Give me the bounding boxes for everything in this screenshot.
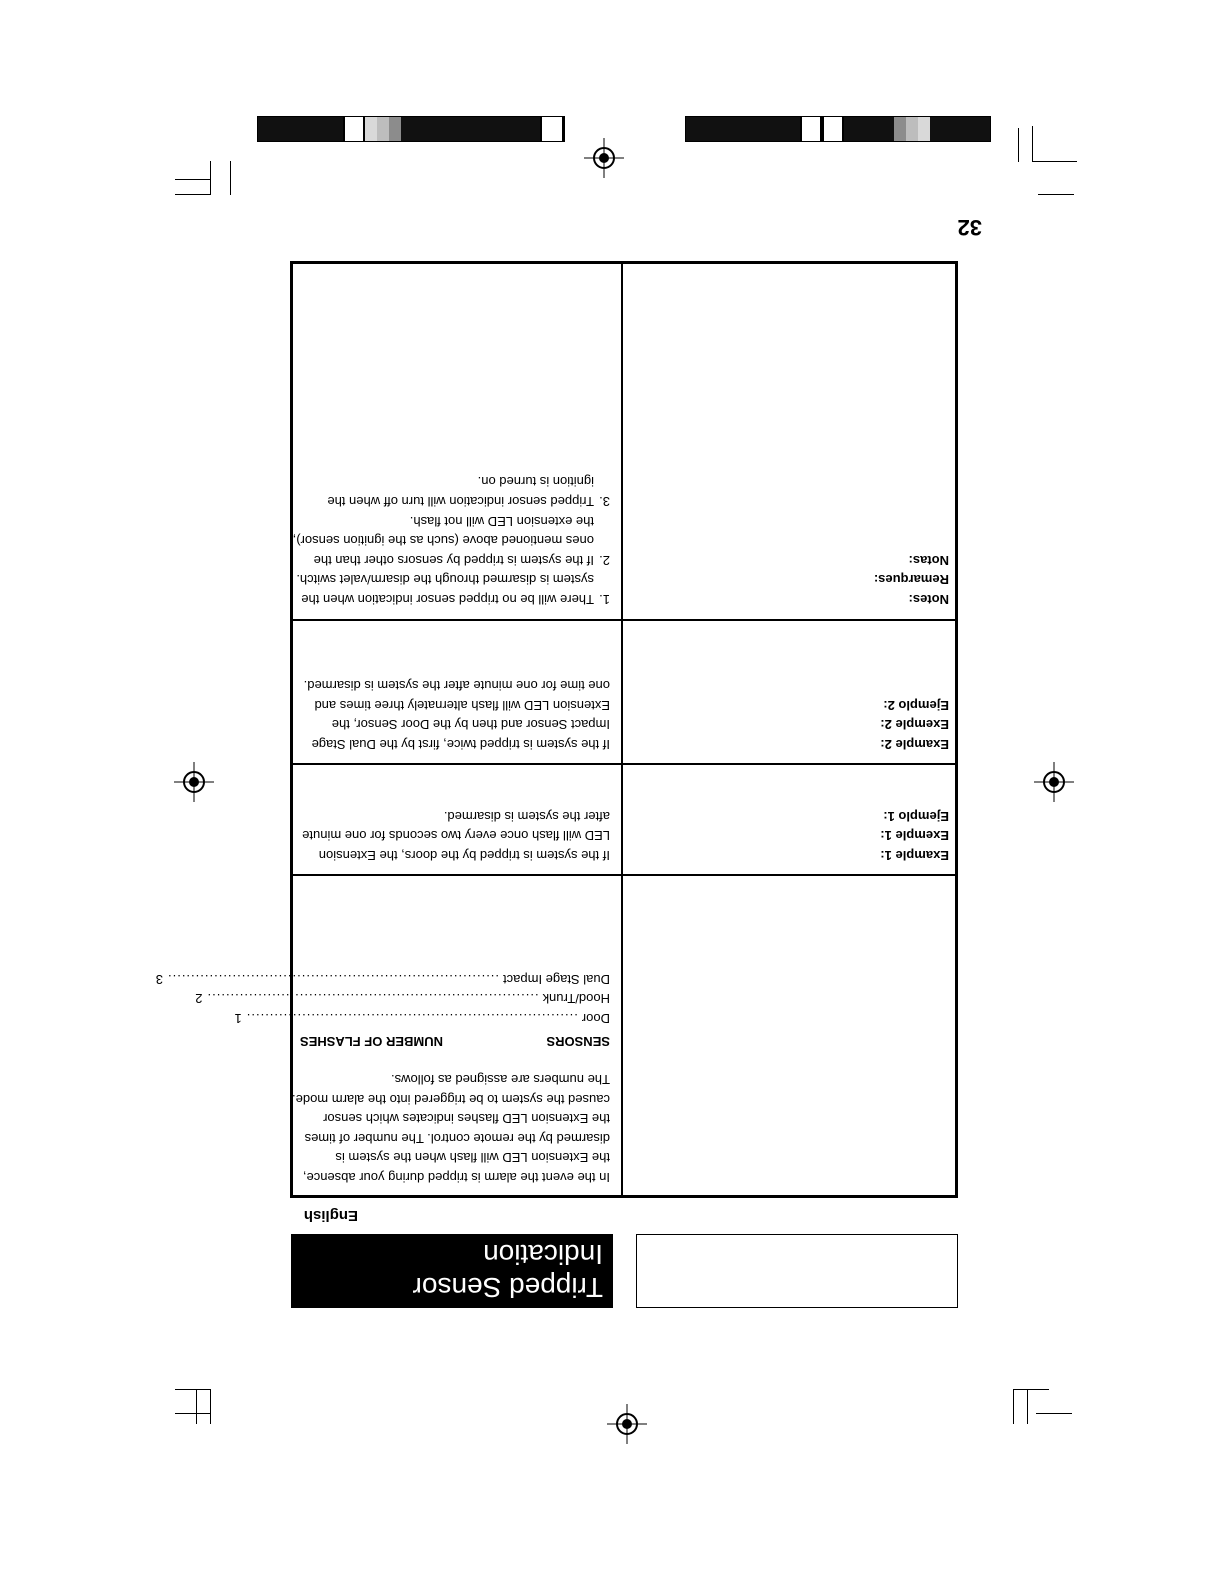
note-item <box>292 570 610 609</box>
crop-mark <box>1038 194 1074 195</box>
crop-mark <box>1027 1390 1028 1424</box>
section-title-line2: Indication <box>483 1239 603 1270</box>
notes-label-en: Notes: <box>908 592 949 607</box>
crop-mark <box>1013 1389 1049 1390</box>
row-divider <box>293 619 955 621</box>
note-number: 1. <box>599 592 610 607</box>
sensor-name: Door <box>581 1010 610 1026</box>
sensor-name: Hood/Trunk <box>542 991 610 1007</box>
sensor-flashes: 3 <box>155 971 163 987</box>
example1-text: If the system is tripped by the doors, the Extension LED will flash once every two seconds for one minute after the system is disarmed. <box>302 808 610 863</box>
registration-mark-icon <box>584 138 624 178</box>
sensor-name: Dual Stage Impact <box>503 971 610 987</box>
example1-label-es: Ejemplo 1: <box>883 808 949 824</box>
registration-mark-icon <box>607 1404 647 1444</box>
crop-mark <box>210 161 211 195</box>
color-bar <box>257 116 565 142</box>
flashes-header: NUMBER OF FLASHES <box>300 1034 443 1050</box>
sensor-flashes: 1 <box>234 1010 242 1026</box>
registration-mark-icon <box>1034 762 1074 802</box>
column-divider <box>621 264 623 1195</box>
note-item <box>292 472 610 511</box>
crop-mark <box>210 1390 211 1424</box>
example2-text: If the system is tripped twice, first by the Dual Stage Impact Sensor and then by the Door Sensor, the Extension LED will flash alternately three times and one time for one minute after the system is disarmed. <box>303 678 610 752</box>
note-item <box>292 511 610 570</box>
crop-mark <box>1033 161 1077 162</box>
leader-dots: ........................................................................ <box>166 971 500 987</box>
notes-list <box>292 472 610 609</box>
crop-mark <box>1036 1413 1072 1414</box>
crop-mark <box>175 194 211 195</box>
example2-label-en: Example 2: <box>880 737 949 752</box>
blank-title-box <box>636 1234 958 1308</box>
crop-mark <box>175 1413 211 1414</box>
example2-label-es: Ejemplo 2: <box>883 697 949 713</box>
example2-labels <box>880 695 949 754</box>
example1-label-fr: Exemple 1: <box>880 828 949 844</box>
content-table <box>155 261 958 1198</box>
notes-label-es: Notas: <box>908 552 949 568</box>
section-title-line1: Tripped Sensor <box>412 1272 603 1303</box>
language-label: English <box>303 1207 358 1224</box>
color-bar <box>685 116 991 142</box>
row-divider <box>293 874 955 876</box>
sensor-row <box>234 1008 610 1028</box>
sensor-flashes: 2 <box>195 991 203 1007</box>
crop-mark <box>1013 1390 1014 1424</box>
crop-mark <box>175 1389 211 1390</box>
crop-mark <box>1032 126 1033 162</box>
sensor-table-header <box>300 1032 610 1052</box>
note-number: 3. <box>599 494 610 510</box>
note-text: There will be no tripped sensor indication when the system is disarmed through the disarm/valet switch. <box>296 572 594 607</box>
intro-cell <box>155 969 610 1187</box>
example2-label-fr: Exemple 2: <box>880 717 949 733</box>
leader-dots: ........................................................................ <box>245 1010 578 1026</box>
crop-mark <box>1018 128 1019 162</box>
crop-mark <box>175 179 211 180</box>
notes-labels <box>874 550 949 609</box>
crop-mark <box>196 1390 197 1424</box>
note-number: 2. <box>599 552 610 568</box>
intro-paragraph: In the event the alarm is tripped during your absence, the Extension LED will flash when the system is disarmed by the remote control. The number of times the Extension LED flashes indicates which sensor caused the system to be triggered into the alarm mode. The numbers are assigned as follows. <box>292 1072 610 1185</box>
crop-mark <box>230 161 231 195</box>
page-number: 32 <box>957 215 982 240</box>
note-text: If the system is tripped by sensors other than the ones mentioned above (such as the ignition sensor), the extension LED will not flash. <box>292 513 594 568</box>
sensors-header: SENSORS <box>546 1034 610 1050</box>
row-divider <box>293 763 955 765</box>
example1-labels <box>880 806 949 865</box>
sensor-row <box>195 989 610 1009</box>
example1-label-en: Example 1: <box>880 848 949 863</box>
notes-label-fr: Remarques: <box>873 572 949 588</box>
registration-mark-icon <box>174 762 214 802</box>
note-text: Tripped sensor indication will turn off when the ignition is turned on. <box>327 474 594 510</box>
sensor-row <box>155 969 610 989</box>
section-title <box>291 1234 613 1308</box>
leader-dots: ........................................................................ <box>206 991 539 1007</box>
